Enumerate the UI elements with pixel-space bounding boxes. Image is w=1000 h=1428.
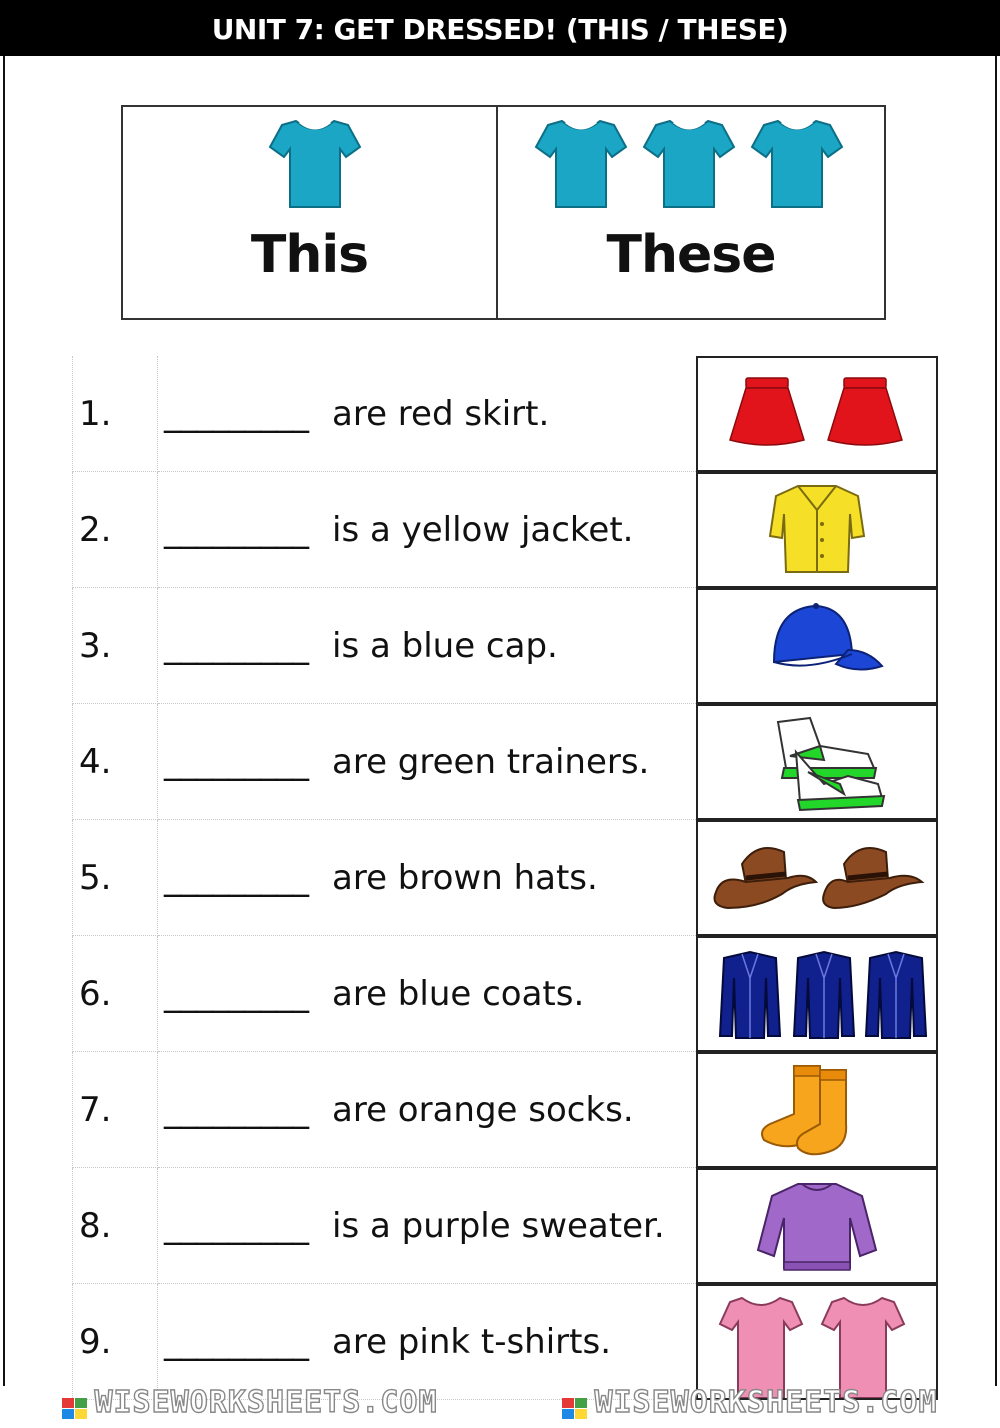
sentence-cell: [158, 1284, 696, 1400]
picture-cell: [696, 1168, 938, 1284]
red-skirts-icon: [698, 358, 936, 470]
sentence-text: is a blue cap.: [332, 626, 558, 666]
blue-coats-icon: [698, 938, 936, 1050]
wiseworksheets-logo-icon: [62, 1393, 88, 1415]
picture-cell: [696, 1284, 938, 1400]
tshirt-icon: [268, 117, 362, 209]
watermark: [62, 1385, 437, 1420]
sentence-text: are green trainers.: [332, 742, 650, 782]
green-trainers-icon: [698, 706, 936, 818]
sentence-text: are blue coats.: [332, 974, 585, 1014]
number-cell: [72, 588, 158, 704]
sentence-cell: [158, 936, 696, 1052]
exercise-number: 3.: [79, 626, 112, 666]
answer-blank[interactable]: _________: [164, 1206, 308, 1246]
sentence-cell: [158, 588, 696, 704]
exercise-number: 5.: [79, 858, 112, 898]
watermark-text: WISEWORKSHEETS.COM: [94, 1385, 438, 1420]
exercise-number: 4.: [79, 742, 112, 782]
answer-blank[interactable]: _________: [164, 510, 308, 550]
sentence-cell: [158, 356, 696, 472]
wiseworksheets-logo-icon: [562, 1393, 588, 1415]
number-cell: [72, 356, 158, 472]
picture-cell: [696, 820, 938, 936]
number-cell: [72, 1168, 158, 1284]
answer-blank[interactable]: _________: [164, 742, 308, 782]
answer-blank[interactable]: _________: [164, 858, 308, 898]
exercise-row: [72, 472, 937, 588]
number-cell: [72, 936, 158, 1052]
exercise-number: 6.: [79, 974, 112, 1014]
tshirt-icon: [750, 117, 844, 209]
sentence-cell: [158, 704, 696, 820]
exercise-number: 8.: [79, 1206, 112, 1246]
exercise-row: [72, 588, 937, 704]
watermark: [562, 1385, 937, 1420]
yellow-jacket-icon: [698, 474, 936, 586]
brown-hats-icon: [698, 822, 936, 934]
purple-sweater-icon: [698, 1170, 936, 1282]
answer-blank[interactable]: _________: [164, 974, 308, 1014]
exercise-number: 9.: [79, 1322, 112, 1362]
exercise-row: [72, 936, 937, 1052]
watermark-text: WISEWORKSHEETS.COM: [594, 1385, 938, 1420]
sentence-cell: [158, 1052, 696, 1168]
pink-tshirts-icon: [698, 1286, 936, 1398]
sentence-text: are pink t-shirts.: [332, 1322, 612, 1362]
picture-cell: [696, 472, 938, 588]
number-cell: [72, 704, 158, 820]
watermark-footer: [0, 1386, 1000, 1419]
legend-this-cell: [123, 107, 498, 318]
exercise-number: 2.: [79, 510, 112, 550]
answer-blank[interactable]: _________: [164, 394, 308, 434]
exercise-row: [72, 1168, 937, 1284]
legend-this-label: This: [250, 225, 369, 285]
picture-cell: [696, 1052, 938, 1168]
sentence-cell: [158, 472, 696, 588]
sentence-cell: [158, 820, 696, 936]
picture-cell: [696, 936, 938, 1052]
number-cell: [72, 820, 158, 936]
exercise-row: [72, 820, 937, 936]
exercise-number: 1.: [79, 394, 112, 434]
number-cell: [72, 1052, 158, 1168]
tshirt-icon: [642, 117, 736, 209]
sentence-text: are red skirt.: [332, 394, 550, 434]
exercise-row: [72, 356, 937, 472]
tshirt-icon: [534, 117, 628, 209]
exercise-number: 7.: [79, 1090, 112, 1130]
answer-blank[interactable]: _________: [164, 1090, 308, 1130]
left-border: [3, 56, 5, 1386]
right-border: [995, 56, 997, 1386]
sentence-text: is a purple sweater.: [332, 1206, 665, 1246]
number-cell: [72, 472, 158, 588]
legend-these-label: These: [606, 225, 776, 285]
legend-these-cell: [498, 107, 884, 318]
picture-cell: [696, 704, 938, 820]
number-cell: [72, 1284, 158, 1400]
sentence-text: are orange socks.: [332, 1090, 634, 1130]
picture-cell: [696, 356, 938, 472]
orange-socks-icon: [698, 1054, 936, 1166]
this-these-legend: [121, 105, 886, 320]
sentence-cell: [158, 1168, 696, 1284]
exercise-row: [72, 1052, 937, 1168]
worksheet-title: UNIT 7: GET DRESSED! (THIS / THESE): [0, 0, 1000, 56]
blue-cap-icon: [698, 590, 936, 702]
answer-blank[interactable]: _________: [164, 1322, 308, 1362]
exercise-row: [72, 704, 937, 820]
sentence-text: is a yellow jacket.: [332, 510, 634, 550]
sentence-text: are brown hats.: [332, 858, 598, 898]
picture-cell: [696, 588, 938, 704]
exercise-row: [72, 1284, 937, 1400]
answer-blank[interactable]: _________: [164, 626, 308, 666]
